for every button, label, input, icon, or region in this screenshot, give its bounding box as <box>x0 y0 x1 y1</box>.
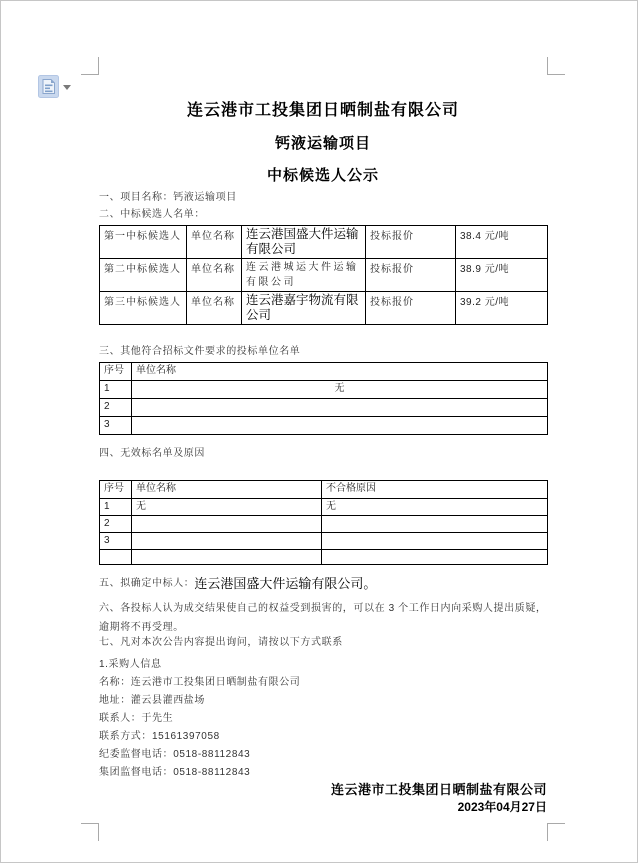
candidate-company: 连云港城运大件运输有限公司 <box>242 259 366 292</box>
col-header-name: 单位名称 <box>132 363 548 381</box>
candidate-row-3 <box>100 292 548 325</box>
name-label: 单位名称 <box>187 292 242 325</box>
document-title-project: 钙液运输项目 <box>274 135 371 152</box>
candidate-rank: 第二中标候选人 <box>100 259 187 292</box>
section-3-heading: 三、其他符合招标文件要求的投标单位名单 <box>99 346 301 357</box>
seq-cell <box>100 550 132 565</box>
purchaser-info-heading: 1.采购人信息 <box>99 659 162 670</box>
table-row <box>100 550 548 565</box>
reason-cell <box>322 516 548 533</box>
margin-crop-mark-top-left <box>81 57 99 75</box>
price-label: 投标报价 <box>366 259 456 292</box>
chevron-down-icon[interactable] <box>63 85 71 90</box>
document-body <box>99 1 547 863</box>
purchaser-address-line: 地址：灌云县灌西盐场 <box>99 695 205 706</box>
name-label: 单位名称 <box>187 259 242 292</box>
candidate-row-1 <box>100 226 548 259</box>
col-header-seq: 序号 <box>100 363 132 381</box>
purchaser-contact-line: 联系人：于先生 <box>99 713 174 724</box>
group-phone-line: 集团监督电话：0518-88112843 <box>99 767 251 778</box>
table-row <box>100 533 548 550</box>
table-row <box>100 516 548 533</box>
other-bidders-table <box>99 362 548 435</box>
name-cell <box>132 550 322 565</box>
seq-cell: 1 <box>100 381 132 399</box>
winner-company: 连云港国盛大件运输有限公司。 <box>194 576 377 591</box>
table-header-row <box>100 363 548 381</box>
section-1-project-name: 一、项目名称：钙液运输项目 <box>99 192 237 203</box>
col-header-reason: 不合格原因 <box>322 481 548 499</box>
margin-crop-mark-bottom-left <box>81 823 99 841</box>
name-label: 单位名称 <box>187 226 242 259</box>
table-row <box>100 499 548 516</box>
section-2-heading: 二、中标候选人名单： <box>99 209 205 220</box>
name-cell <box>132 516 322 533</box>
name-cell <box>132 417 548 435</box>
section-4-heading: 四、无效标名单及原因 <box>99 448 205 459</box>
invalid-bids-table <box>99 480 548 565</box>
table-header-row <box>100 481 548 499</box>
table-row <box>100 381 548 399</box>
seq-cell: 2 <box>100 516 132 533</box>
margin-crop-mark-top-right <box>547 57 565 75</box>
seq-cell: 1 <box>100 499 132 516</box>
margin-crop-mark-bottom-right <box>547 823 565 841</box>
purchaser-phone-line: 联系方式：15161397058 <box>99 731 220 742</box>
document-title-company: 连云港市工投集团日晒制盐有限公司 <box>186 102 459 119</box>
discipline-phone-line: 纪委监督电话：0518-88112843 <box>99 749 251 760</box>
price-label: 投标报价 <box>366 226 456 259</box>
candidate-company: 连云港嘉宇物流有限公司 <box>242 292 366 325</box>
footer-date: 2023年04月27日 <box>457 800 547 814</box>
clipboard-paste-icon <box>38 75 59 98</box>
document-title-announcement: 中标候选人公示 <box>266 167 379 184</box>
candidate-price: 38.9 元/吨 <box>456 259 548 292</box>
reason-cell <box>322 550 548 565</box>
seq-cell: 3 <box>100 417 132 435</box>
paste-options-button[interactable] <box>38 73 74 99</box>
name-cell <box>132 399 548 417</box>
price-label: 投标报价 <box>366 292 456 325</box>
candidate-rank: 第三中标候选人 <box>100 292 187 325</box>
candidate-row-2 <box>100 259 548 292</box>
purchaser-name-line: 名称：连云港市工投集团日晒制盐有限公司 <box>99 677 301 688</box>
candidate-company: 连云港国盛大件运输有限公司 <box>242 226 366 259</box>
name-cell: 无 <box>132 381 548 399</box>
candidates-table <box>99 225 548 325</box>
seq-cell: 3 <box>100 533 132 550</box>
name-cell <box>132 533 322 550</box>
table-row <box>100 417 548 435</box>
table-row <box>100 399 548 417</box>
section-6-objection-notice: 六、各投标人认为成交结果使自己的权益受到损害的，可以在 3 个工作日内向采购人提出质疑，逾期将不再受理。 <box>99 603 547 633</box>
candidate-price: 39.2 元/吨 <box>456 292 548 325</box>
reason-cell: 无 <box>322 499 548 516</box>
section-5-winner-line <box>99 578 547 590</box>
candidate-price: 38.4 元/吨 <box>456 226 548 259</box>
name-cell: 无 <box>132 499 322 516</box>
col-header-seq: 序号 <box>100 481 132 499</box>
reason-cell <box>322 533 548 550</box>
winner-label: 五、拟确定中标人： <box>99 578 195 589</box>
section-7-contact-heading: 七、凡对本次公告内容提出询问，请按以下方式联系 <box>99 637 343 648</box>
footer-company-signature: 连云港市工投集团日晒制盐有限公司 <box>330 782 547 797</box>
seq-cell: 2 <box>100 399 132 417</box>
candidate-rank: 第一中标候选人 <box>100 226 187 259</box>
col-header-name: 单位名称 <box>132 481 322 499</box>
